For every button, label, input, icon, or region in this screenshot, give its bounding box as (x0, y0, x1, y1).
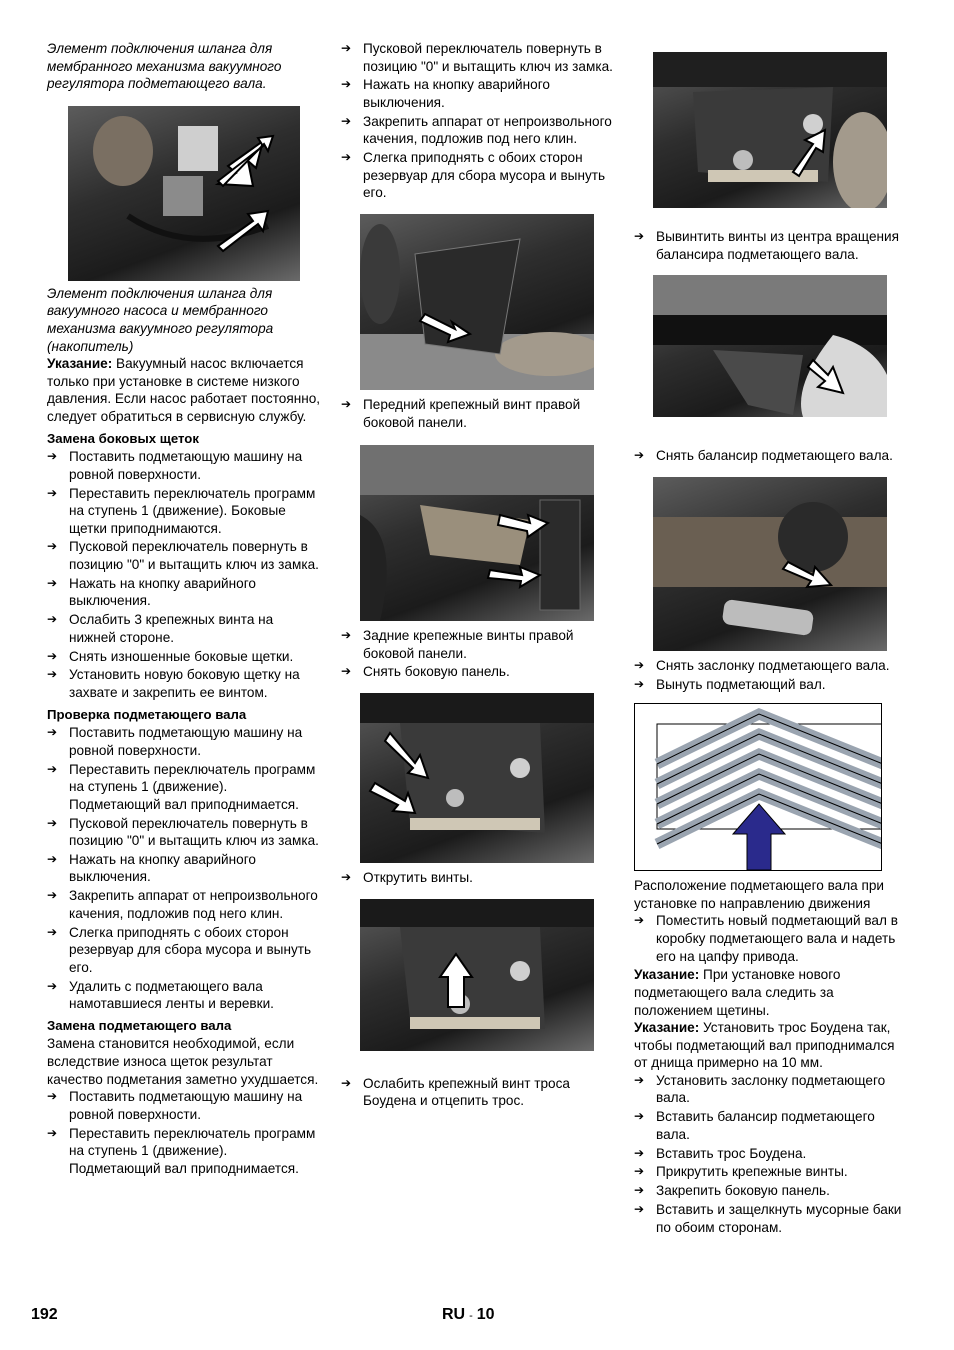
list-item: ➔ Вывинтить винты из центра вращения балансира подметающего вала. (634, 228, 910, 263)
list-item: ➔ Ослабить 3 крепежных винта на нижней стороне. (47, 611, 322, 646)
steps-unscrew (341, 869, 616, 887)
list-item: ➔ Задние крепежные винты правой боковой панели. (341, 627, 616, 662)
steps-reassemble (634, 1072, 910, 1236)
photo-rear-panel-drawing (360, 445, 594, 621)
steps-prepare (341, 40, 616, 202)
list-item: ➔ Закрепить аппарат от непроизвольного качения, подложив под него клин. (341, 113, 616, 148)
column-middle (341, 40, 616, 1111)
list-item: ➔ Нажать на кнопку аварийного выключения. (47, 575, 322, 610)
heading-replace-roller: Замена подметающего вала (47, 1017, 232, 1033)
steps-rear-screws (341, 627, 616, 681)
list-item: ➔ Ослабить крепежный винт троса Боудена и отцепить трос. (341, 1075, 616, 1110)
photo-caption-vacuum-pump: Элемент подключения шланга для вакуумного насоса и мембранного механизма вакуумного регулятора (накопитель) (47, 285, 274, 354)
separator: - (469, 1310, 473, 1322)
photo-balancer-center-drawing (653, 52, 887, 208)
steps-insert-roller (634, 912, 910, 965)
list-item: ➔ Вставить трос Боудена. (634, 1145, 910, 1163)
note-label: Указание: (634, 967, 700, 983)
list-item: ➔ Поместить новый подметающий вал в коробку подметающего вала и надеть его на цапфу привода. (634, 912, 910, 965)
photo-front-panel-screw (360, 214, 594, 390)
list-item: ➔ Снять заслонку подметающего вала. (634, 657, 910, 675)
note-text: Вакуумный насос включается только при установке в системе низкого давления. Если насос работает постоянно, следует обратиться в сервисную службу. (47, 356, 321, 424)
note-text: При установке нового подметающего вала следить за положением щетины. (634, 967, 841, 1018)
photo-bowden-cable-drawing (360, 899, 594, 1051)
page-number: 192 (31, 1306, 58, 1323)
list-item: ➔ Нажать на кнопку аварийного выключения. (341, 76, 616, 111)
steps-replace-roller (47, 1088, 322, 1177)
section-page-number: 10 (476, 1306, 495, 1323)
note-label: Указание: (634, 1020, 700, 1036)
note-bristle-position (634, 966, 910, 1019)
section-page-label (442, 1306, 495, 1326)
photo-remove-flap-drawing (653, 477, 887, 651)
steps-remove-balancer (634, 447, 910, 465)
photo-remove-balancer-drawing (653, 275, 887, 417)
photo-caption-vacuum-regulator: Элемент подключения шланга для мембранного механизма вакуумного регулятора подметающего вала. (47, 41, 282, 92)
photo-unscrew-bolts-drawing (360, 693, 594, 863)
language-code: RU (442, 1306, 466, 1323)
note-vacuum-pump (47, 355, 322, 425)
list-item: ➔ Пусковой переключатель повернуть в позицию "0" и вытащить ключ из замка. (47, 538, 322, 573)
list-item: ➔ Слегка приподнять с обоих сторон резервуар для сбора мусора и вынуть его. (341, 149, 616, 202)
list-item: ➔ Удалить с подметающего вала намотавшиеся ленты и веревки. (47, 978, 322, 1013)
note-label: Указание: (47, 356, 113, 372)
list-item: ➔ Переставить переключатель программ на ступень 1 (движение). Подметающий вал приподнимается. (47, 1125, 322, 1178)
list-item: ➔ Слегка приподнять с обоих сторон резервуар для сбора мусора и вынуть его. (47, 924, 322, 977)
heading-check-roller: Проверка подметающего вала (47, 706, 247, 722)
list-item: ➔ Установить новую боковую щетку на захвате и закрепить ее винтом. (47, 666, 322, 701)
list-item: ➔ Закрепить аппарат от непроизвольного качения, подложив под него клин. (47, 887, 322, 922)
heading-replace-side-brushes: Замена боковых щеток (47, 430, 199, 446)
photo-rear-panel-screws (360, 445, 594, 621)
column-left (47, 40, 322, 1179)
note-text: Установить трос Боудена так, чтобы подметающий вал приподнимался от днища примерно на 10 мм. (634, 1020, 895, 1071)
replace-roller-intro: Замена становится необходимой, если вследствие износа щеток результат качество подметания заметно ухудшается. (47, 1036, 319, 1087)
steps-bowden (341, 1075, 616, 1110)
list-item: ➔ Пусковой переключатель повернуть в позицию "0" и вытащить ключ из замка. (341, 40, 616, 75)
photo-front-panel-drawing (360, 214, 594, 390)
list-item: ➔ Снять изношенные боковые щетки. (47, 648, 322, 666)
list-item: ➔ Поставить подметающую машину на ровной поверхности. (47, 724, 322, 759)
steps-replace-side-brushes (47, 448, 322, 701)
list-item: ➔ Снять балансир подметающего вала. (634, 447, 910, 465)
photo-bowden-cable (360, 899, 594, 1051)
list-item: ➔ Открутить винты. (341, 869, 616, 887)
diagram-roller-orientation (634, 703, 882, 871)
diagram-caption: Расположение подметающего вала при установке по направлению движения (634, 878, 885, 911)
list-item: ➔ Поставить подметающую машину на ровной поверхности. (47, 448, 322, 483)
list-item: ➔ Передний крепежный винт правой боковой панели. (341, 396, 616, 431)
photo-remove-flap (653, 477, 887, 651)
list-item: ➔ Установить заслонку подметающего вала. (634, 1072, 910, 1107)
list-item: ➔ Прикрутить крепежные винты. (634, 1163, 910, 1181)
list-item: ➔ Вынуть подметающий вал. (634, 676, 910, 694)
list-item: ➔ Нажать на кнопку аварийного выключения. (47, 851, 322, 886)
list-item: ➔ Вставить балансир подметающего вала. (634, 1108, 910, 1143)
list-item: ➔ Вставить и защелкнуть мусорные баки по обоим сторонам. (634, 1201, 910, 1236)
column-right (634, 40, 910, 1237)
list-item: ➔ Переставить переключатель программ на ступень 1 (движение). Боковые щетки приподнимаются. (47, 485, 322, 538)
steps-flap (634, 657, 910, 693)
photo-balancer-center (653, 52, 887, 208)
photo-unscrew-bolts (360, 693, 594, 863)
list-item: ➔ Переставить переключатель программ на ступень 1 (движение). Подметающий вал приподнимается. (47, 761, 322, 814)
list-item: ➔ Закрепить боковую панель. (634, 1182, 910, 1200)
list-item: ➔ Поставить подметающую машину на ровной поверхности. (47, 1088, 322, 1123)
steps-unscrew-center (634, 228, 910, 263)
steps-front-screw (341, 396, 616, 431)
list-item: ➔ Пусковой переключатель повернуть в позицию "0" и вытащить ключ из замка. (47, 815, 322, 850)
note-bowden-adjust (634, 1019, 910, 1072)
list-item: ➔ Снять боковую панель. (341, 663, 616, 681)
photo-vacuum-hose-connection (68, 106, 300, 281)
diagram-chevron-drawing (635, 704, 881, 870)
photo-remove-balancer (653, 275, 887, 417)
photo-vacuum-hose-drawing (68, 106, 300, 281)
steps-check-roller (47, 724, 322, 1013)
